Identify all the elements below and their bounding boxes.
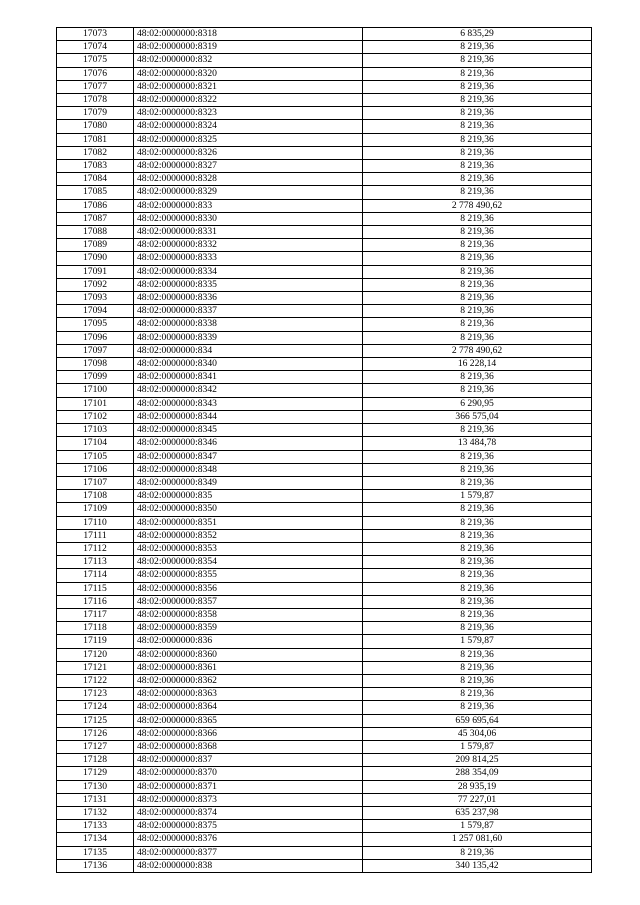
row-number-cell: 17111 [57, 529, 134, 542]
cadastral-number-cell: 48:02:0000000:8339 [134, 331, 363, 344]
cadastral-value-cell: 209 814,25 [363, 754, 592, 767]
cadastral-value-cell: 45 304,06 [363, 727, 592, 740]
cadastral-value-cell: 8 219,36 [363, 80, 592, 93]
row-number-cell: 17127 [57, 740, 134, 753]
table-row [57, 780, 592, 793]
cadastral-number-cell: 48:02:0000000:8363 [134, 688, 363, 701]
row-number-cell: 17088 [57, 226, 134, 239]
table-row [57, 67, 592, 80]
table-row [57, 714, 592, 727]
table-row [57, 846, 592, 859]
table-row [57, 529, 592, 542]
cadastral-number-cell: 48:02:0000000:836 [134, 635, 363, 648]
cadastral-value-cell: 8 219,36 [363, 648, 592, 661]
cadastral-value-cell: 8 219,36 [363, 688, 592, 701]
cadastral-number-cell: 48:02:0000000:8359 [134, 622, 363, 635]
row-number-cell: 17132 [57, 806, 134, 819]
cadastral-number-cell: 48:02:0000000:837 [134, 754, 363, 767]
cadastral-number-cell: 48:02:0000000:835 [134, 490, 363, 503]
cadastral-number-cell: 48:02:0000000:8345 [134, 424, 363, 437]
cadastral-number-cell: 48:02:0000000:834 [134, 344, 363, 357]
table-row [57, 239, 592, 252]
table-row [57, 160, 592, 173]
cadastral-number-cell: 48:02:0000000:8326 [134, 146, 363, 159]
cadastral-value-cell: 366 575,04 [363, 410, 592, 423]
table-row [57, 265, 592, 278]
row-number-cell: 17108 [57, 490, 134, 503]
cadastral-number-cell: 48:02:0000000:8321 [134, 80, 363, 93]
cadastral-number-cell: 48:02:0000000:8361 [134, 661, 363, 674]
table-row [57, 437, 592, 450]
cadastral-number-cell: 48:02:0000000:8376 [134, 833, 363, 846]
row-number-cell: 17113 [57, 556, 134, 569]
row-number-cell: 17083 [57, 160, 134, 173]
cadastral-value-cell: 659 695,64 [363, 714, 592, 727]
row-number-cell: 17110 [57, 516, 134, 529]
table-row [57, 173, 592, 186]
cadastral-number-cell: 48:02:0000000:8322 [134, 94, 363, 107]
cadastral-number-cell: 48:02:0000000:8360 [134, 648, 363, 661]
table-row [57, 727, 592, 740]
row-number-cell: 17112 [57, 542, 134, 555]
cadastral-value-cell: 1 257 081,60 [363, 833, 592, 846]
row-number-cell: 17128 [57, 754, 134, 767]
table-row [57, 278, 592, 291]
cadastral-number-cell: 48:02:0000000:8351 [134, 516, 363, 529]
cadastral-number-cell: 48:02:0000000:8358 [134, 608, 363, 621]
cadastral-value-cell: 8 219,36 [363, 133, 592, 146]
row-number-cell: 17090 [57, 252, 134, 265]
table-row [57, 701, 592, 714]
cadastral-value-cell: 8 219,36 [363, 582, 592, 595]
cadastral-value-cell: 8 219,36 [363, 186, 592, 199]
row-number-cell: 17123 [57, 688, 134, 701]
table-row [57, 252, 592, 265]
cadastral-value-cell: 8 219,36 [363, 556, 592, 569]
table-row [57, 371, 592, 384]
table-row [57, 107, 592, 120]
table-row [57, 146, 592, 159]
cadastral-value-table [56, 27, 592, 873]
table-row [57, 397, 592, 410]
table-row [57, 688, 592, 701]
row-number-cell: 17115 [57, 582, 134, 595]
cadastral-number-cell: 48:02:0000000:8366 [134, 727, 363, 740]
row-number-cell: 17079 [57, 107, 134, 120]
cadastral-value-cell: 8 219,36 [363, 424, 592, 437]
table-row [57, 120, 592, 133]
cadastral-number-cell: 48:02:0000000:8338 [134, 318, 363, 331]
cadastral-number-cell: 48:02:0000000:8357 [134, 595, 363, 608]
table-row [57, 186, 592, 199]
row-number-cell: 17117 [57, 608, 134, 621]
row-number-cell: 17129 [57, 767, 134, 780]
cadastral-number-cell: 48:02:0000000:8349 [134, 476, 363, 489]
table-row [57, 331, 592, 344]
table-row [57, 292, 592, 305]
cadastral-number-cell: 48:02:0000000:8337 [134, 305, 363, 318]
cadastral-number-cell: 48:02:0000000:8328 [134, 173, 363, 186]
cadastral-number-cell: 48:02:0000000:8362 [134, 674, 363, 687]
row-number-cell: 17092 [57, 278, 134, 291]
cadastral-value-cell: 2 778 490,62 [363, 199, 592, 212]
row-number-cell: 17082 [57, 146, 134, 159]
table-row [57, 503, 592, 516]
row-number-cell: 17136 [57, 859, 134, 872]
cadastral-value-cell: 8 219,36 [363, 120, 592, 133]
cadastral-number-cell: 48:02:0000000:8373 [134, 793, 363, 806]
table-row [57, 622, 592, 635]
table-body [57, 28, 592, 873]
cadastral-value-cell: 8 219,36 [363, 608, 592, 621]
row-number-cell: 17109 [57, 503, 134, 516]
row-number-cell: 17130 [57, 780, 134, 793]
cadastral-number-cell: 48:02:0000000:8365 [134, 714, 363, 727]
table-row [57, 595, 592, 608]
table-row [57, 661, 592, 674]
table-row [57, 41, 592, 54]
table-row [57, 358, 592, 371]
cadastral-value-cell: 8 219,36 [363, 41, 592, 54]
row-number-cell: 17103 [57, 424, 134, 437]
table-row [57, 80, 592, 93]
cadastral-value-cell: 635 237,98 [363, 806, 592, 819]
table-row [57, 450, 592, 463]
cadastral-value-cell: 8 219,36 [363, 239, 592, 252]
cadastral-value-cell: 1 579,87 [363, 490, 592, 503]
table-row [57, 199, 592, 212]
cadastral-number-cell: 48:02:0000000:8368 [134, 740, 363, 753]
table-row [57, 476, 592, 489]
row-number-cell: 17114 [57, 569, 134, 582]
cadastral-number-cell: 48:02:0000000:8329 [134, 186, 363, 199]
table-row [57, 516, 592, 529]
row-number-cell: 17121 [57, 661, 134, 674]
table-row [57, 820, 592, 833]
row-number-cell: 17084 [57, 173, 134, 186]
row-number-cell: 17097 [57, 344, 134, 357]
row-number-cell: 17095 [57, 318, 134, 331]
row-number-cell: 17122 [57, 674, 134, 687]
table-row [57, 212, 592, 225]
row-number-cell: 17094 [57, 305, 134, 318]
cadastral-value-cell: 8 219,36 [363, 292, 592, 305]
cadastral-number-cell: 48:02:0000000:832 [134, 54, 363, 67]
table-row [57, 833, 592, 846]
row-number-cell: 17131 [57, 793, 134, 806]
cadastral-number-cell: 48:02:0000000:8336 [134, 292, 363, 305]
row-number-cell: 17104 [57, 437, 134, 450]
table-row [57, 226, 592, 239]
cadastral-number-cell: 48:02:0000000:8377 [134, 846, 363, 859]
row-number-cell: 17102 [57, 410, 134, 423]
cadastral-value-cell: 8 219,36 [363, 331, 592, 344]
cadastral-value-cell: 8 219,36 [363, 476, 592, 489]
cadastral-value-cell: 6 835,29 [363, 28, 592, 41]
table-row [57, 754, 592, 767]
cadastral-number-cell: 48:02:0000000:8355 [134, 569, 363, 582]
row-number-cell: 17081 [57, 133, 134, 146]
row-number-cell: 17080 [57, 120, 134, 133]
cadastral-number-cell: 48:02:0000000:8374 [134, 806, 363, 819]
row-number-cell: 17085 [57, 186, 134, 199]
cadastral-number-cell: 48:02:0000000:8335 [134, 278, 363, 291]
cadastral-value-cell: 8 219,36 [363, 265, 592, 278]
row-number-cell: 17091 [57, 265, 134, 278]
row-number-cell: 17107 [57, 476, 134, 489]
cadastral-value-cell: 8 219,36 [363, 212, 592, 225]
cadastral-number-cell: 48:02:0000000:8323 [134, 107, 363, 120]
cadastral-number-cell: 48:02:0000000:8354 [134, 556, 363, 569]
row-number-cell: 17135 [57, 846, 134, 859]
cadastral-value-cell: 8 219,36 [363, 595, 592, 608]
cadastral-number-cell: 48:02:0000000:8350 [134, 503, 363, 516]
row-number-cell: 17124 [57, 701, 134, 714]
cadastral-value-cell: 8 219,36 [363, 516, 592, 529]
table-row [57, 674, 592, 687]
row-number-cell: 17093 [57, 292, 134, 305]
cadastral-number-cell: 48:02:0000000:833 [134, 199, 363, 212]
row-number-cell: 17086 [57, 199, 134, 212]
table-row [57, 542, 592, 555]
cadastral-number-cell: 48:02:0000000:8318 [134, 28, 363, 41]
row-number-cell: 17100 [57, 384, 134, 397]
row-number-cell: 17134 [57, 833, 134, 846]
table-row [57, 767, 592, 780]
row-number-cell: 17106 [57, 463, 134, 476]
cadastral-number-cell: 48:02:0000000:8344 [134, 410, 363, 423]
table-row [57, 424, 592, 437]
table-row [57, 806, 592, 819]
cadastral-value-cell: 8 219,36 [363, 661, 592, 674]
row-number-cell: 17078 [57, 94, 134, 107]
row-number-cell: 17087 [57, 212, 134, 225]
cadastral-value-cell: 28 935,19 [363, 780, 592, 793]
table-row [57, 648, 592, 661]
table-row [57, 384, 592, 397]
row-number-cell: 17089 [57, 239, 134, 252]
cadastral-value-cell: 8 219,36 [363, 701, 592, 714]
cadastral-value-cell: 1 579,87 [363, 740, 592, 753]
cadastral-value-cell: 8 219,36 [363, 54, 592, 67]
cadastral-value-cell: 8 219,36 [363, 107, 592, 120]
table-row [57, 582, 592, 595]
cadastral-number-cell: 48:02:0000000:8319 [134, 41, 363, 54]
table-row [57, 54, 592, 67]
cadastral-value-cell: 8 219,36 [363, 146, 592, 159]
cadastral-value-cell: 8 219,36 [363, 371, 592, 384]
row-number-cell: 17101 [57, 397, 134, 410]
table-row [57, 305, 592, 318]
cadastral-value-cell: 8 219,36 [363, 529, 592, 542]
cadastral-value-cell: 13 484,78 [363, 437, 592, 450]
cadastral-number-cell: 48:02:0000000:8348 [134, 463, 363, 476]
row-number-cell: 17119 [57, 635, 134, 648]
cadastral-value-cell: 8 219,36 [363, 674, 592, 687]
cadastral-value-cell: 8 219,36 [363, 503, 592, 516]
cadastral-number-cell: 48:02:0000000:8346 [134, 437, 363, 450]
table-row [57, 635, 592, 648]
row-number-cell: 17118 [57, 622, 134, 635]
row-number-cell: 17126 [57, 727, 134, 740]
cadastral-value-cell: 8 219,36 [363, 463, 592, 476]
cadastral-number-cell: 48:02:0000000:8353 [134, 542, 363, 555]
row-number-cell: 17125 [57, 714, 134, 727]
table-row [57, 608, 592, 621]
table-row [57, 463, 592, 476]
table-row [57, 410, 592, 423]
table-row [57, 793, 592, 806]
cadastral-value-cell: 6 290,95 [363, 397, 592, 410]
table-row [57, 556, 592, 569]
row-number-cell: 17076 [57, 67, 134, 80]
cadastral-value-cell: 8 219,36 [363, 622, 592, 635]
cadastral-value-cell: 8 219,36 [363, 318, 592, 331]
row-number-cell: 17073 [57, 28, 134, 41]
row-number-cell: 17096 [57, 331, 134, 344]
cadastral-value-cell: 8 219,36 [363, 160, 592, 173]
table-row [57, 490, 592, 503]
cadastral-number-cell: 48:02:0000000:8371 [134, 780, 363, 793]
cadastral-number-cell: 48:02:0000000:8352 [134, 529, 363, 542]
table-row [57, 318, 592, 331]
cadastral-value-cell: 8 219,36 [363, 846, 592, 859]
cadastral-number-cell: 48:02:0000000:8356 [134, 582, 363, 595]
table-row [57, 859, 592, 872]
row-number-cell: 17116 [57, 595, 134, 608]
cadastral-value-cell: 8 219,36 [363, 252, 592, 265]
table-row [57, 740, 592, 753]
cadastral-value-cell: 8 219,36 [363, 94, 592, 107]
cadastral-number-cell: 48:02:0000000:8324 [134, 120, 363, 133]
cadastral-number-cell: 48:02:0000000:8341 [134, 371, 363, 384]
cadastral-value-cell: 8 219,36 [363, 384, 592, 397]
table-row [57, 344, 592, 357]
cadastral-number-cell: 48:02:0000000:8333 [134, 252, 363, 265]
cadastral-value-cell: 8 219,36 [363, 305, 592, 318]
cadastral-value-cell: 8 219,36 [363, 173, 592, 186]
row-number-cell: 17077 [57, 80, 134, 93]
row-number-cell: 17099 [57, 371, 134, 384]
row-number-cell: 17133 [57, 820, 134, 833]
cadastral-number-cell: 48:02:0000000:8320 [134, 67, 363, 80]
cadastral-number-cell: 48:02:0000000:8364 [134, 701, 363, 714]
row-number-cell: 17075 [57, 54, 134, 67]
cadastral-number-cell: 48:02:0000000:8327 [134, 160, 363, 173]
cadastral-number-cell: 48:02:0000000:8347 [134, 450, 363, 463]
cadastral-value-cell: 1 579,87 [363, 820, 592, 833]
row-number-cell: 17120 [57, 648, 134, 661]
cadastral-value-cell: 8 219,36 [363, 542, 592, 555]
cadastral-number-cell: 48:02:0000000:8334 [134, 265, 363, 278]
cadastral-number-cell: 48:02:0000000:838 [134, 859, 363, 872]
cadastral-number-cell: 48:02:0000000:8331 [134, 226, 363, 239]
cadastral-number-cell: 48:02:0000000:8332 [134, 239, 363, 252]
cadastral-value-cell: 8 219,36 [363, 67, 592, 80]
cadastral-value-cell: 8 219,36 [363, 226, 592, 239]
cadastral-number-cell: 48:02:0000000:8325 [134, 133, 363, 146]
table-row [57, 28, 592, 41]
table-row [57, 133, 592, 146]
cadastral-value-cell: 8 219,36 [363, 569, 592, 582]
cadastral-value-cell: 8 219,36 [363, 278, 592, 291]
cadastral-value-cell: 340 135,42 [363, 859, 592, 872]
table-row [57, 569, 592, 582]
cadastral-value-cell: 288 354,09 [363, 767, 592, 780]
cadastral-value-cell: 77 227,01 [363, 793, 592, 806]
row-number-cell: 17105 [57, 450, 134, 463]
cadastral-value-cell: 16 228,14 [363, 358, 592, 371]
cadastral-number-cell: 48:02:0000000:8343 [134, 397, 363, 410]
table-row [57, 94, 592, 107]
cadastral-number-cell: 48:02:0000000:8342 [134, 384, 363, 397]
cadastral-value-cell: 1 579,87 [363, 635, 592, 648]
cadastral-number-cell: 48:02:0000000:8330 [134, 212, 363, 225]
cadastral-number-cell: 48:02:0000000:8375 [134, 820, 363, 833]
cadastral-value-cell: 8 219,36 [363, 450, 592, 463]
cadastral-number-cell: 48:02:0000000:8340 [134, 358, 363, 371]
row-number-cell: 17098 [57, 358, 134, 371]
cadastral-number-cell: 48:02:0000000:8370 [134, 767, 363, 780]
cadastral-value-cell: 2 778 490,62 [363, 344, 592, 357]
row-number-cell: 17074 [57, 41, 134, 54]
